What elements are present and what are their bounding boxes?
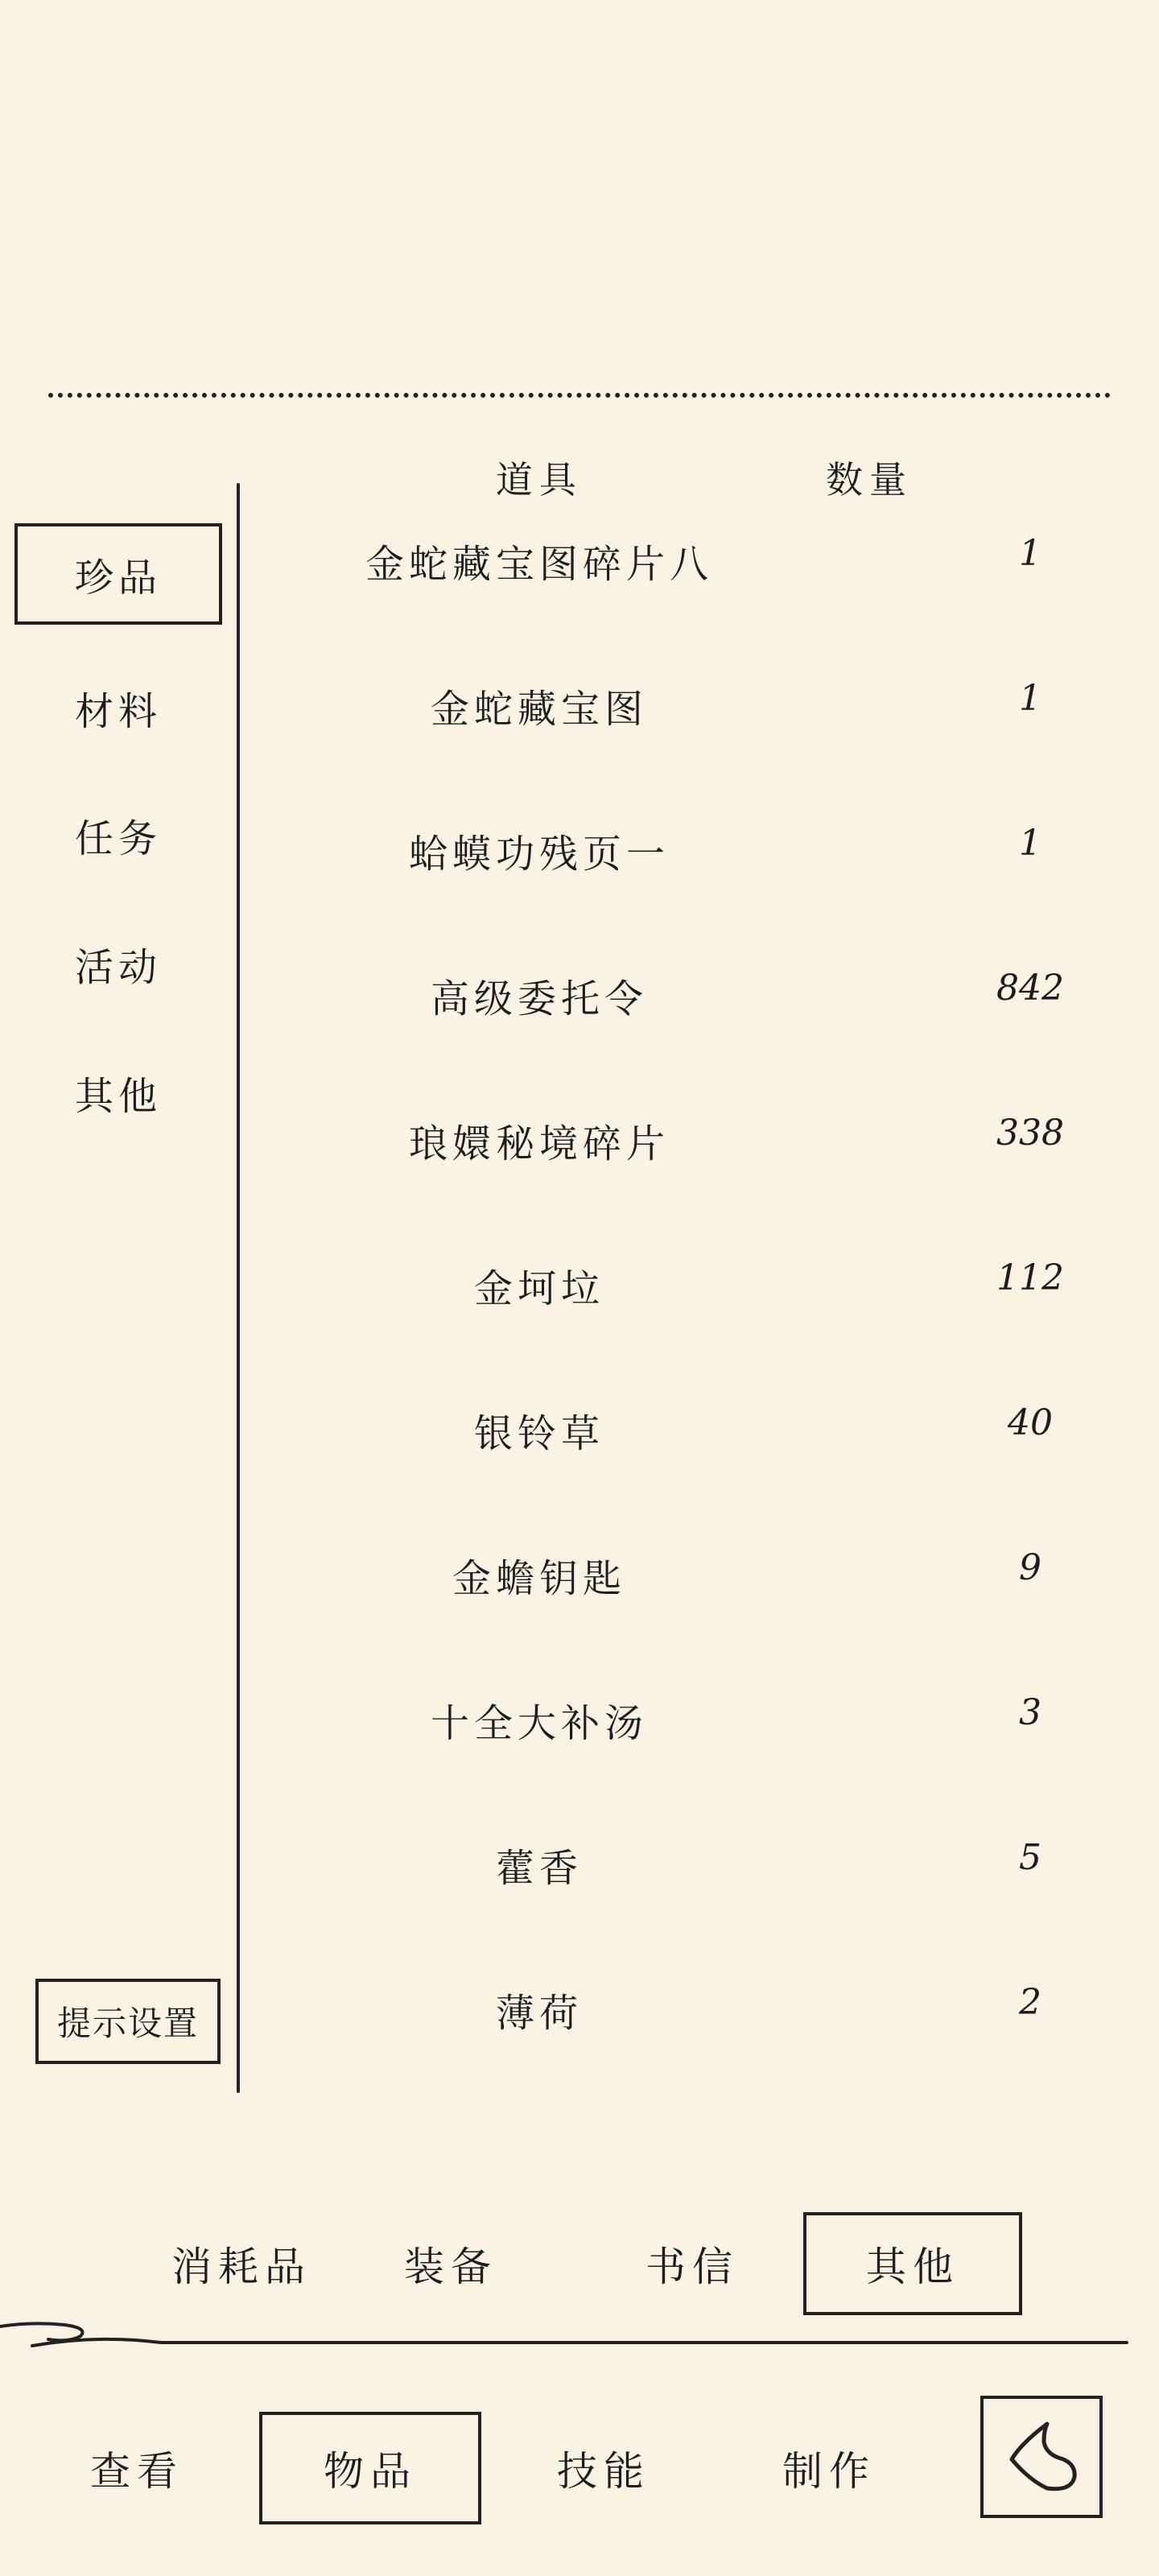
item-quantity: 842 (996, 968, 1064, 1009)
subtab-label: 消耗品 (171, 2244, 311, 2290)
item-list[interactable] (241, 515, 1159, 2036)
subtab-consumables[interactable] (145, 2212, 338, 2315)
item-quantity: 3 (1019, 1692, 1041, 1733)
item-name: 银铃草 (473, 1411, 604, 1456)
item-name: 高级委托令 (430, 976, 648, 1022)
subtab-label: 其他 (866, 2244, 959, 2290)
category-quest[interactable] (14, 784, 222, 886)
category-label: 其他 (74, 1073, 162, 1119)
nav-label: 技能 (557, 2448, 650, 2495)
table-row[interactable] (241, 515, 1159, 660)
item-quantity: 40 (1008, 1402, 1053, 1443)
back-arrow-icon (997, 2413, 1086, 2501)
item-name: 藿香 (495, 1846, 583, 1891)
table-row[interactable] (241, 1674, 1159, 1819)
table-row[interactable] (241, 1385, 1159, 1530)
category-label: 材料 (74, 688, 162, 734)
item-quantity: 9 (1019, 1547, 1041, 1588)
nav-crafting[interactable] (740, 2412, 918, 2524)
category-label: 任务 (74, 815, 162, 861)
hint-settings-label: 提示设置 (56, 2004, 199, 2043)
category-treasure[interactable] (14, 523, 222, 625)
nav-view[interactable] (48, 2412, 225, 2524)
item-quantity: 2 (1019, 1982, 1041, 2023)
subtab-label: 书信 (645, 2244, 739, 2290)
table-row[interactable] (241, 1095, 1159, 1240)
item-name: 金蛇藏宝图碎片八 (365, 542, 713, 587)
item-name: 薄荷 (495, 1991, 583, 2036)
item-name: 金蟾钥匙 (452, 1556, 626, 1601)
item-quantity: 1 (1019, 823, 1041, 864)
table-row[interactable] (241, 950, 1159, 1095)
column-header-quantity: 数量 (826, 458, 913, 502)
nav-label: 物品 (324, 2448, 417, 2495)
item-quantity: 338 (996, 1113, 1064, 1154)
subtab-letters[interactable] (612, 2212, 773, 2315)
table-row[interactable] (241, 1819, 1159, 1964)
category-materials[interactable] (14, 657, 222, 758)
category-label: 珍品 (74, 555, 162, 601)
nav-label: 制作 (782, 2448, 876, 2495)
dotted-separator (48, 393, 1111, 398)
table-row[interactable] (241, 660, 1159, 805)
item-quantity: 1 (1019, 678, 1041, 719)
nav-items[interactable] (259, 2412, 481, 2524)
category-label: 活动 (74, 944, 162, 990)
column-header-item: 道具 (496, 458, 583, 502)
subtab-other[interactable] (803, 2212, 1022, 2315)
table-row[interactable] (241, 805, 1159, 950)
table-row[interactable] (241, 1964, 1159, 2109)
item-name: 金坷垃 (473, 1266, 604, 1311)
subtab-label: 装备 (404, 2244, 497, 2290)
item-name: 琅嬛秘境碎片 (408, 1121, 670, 1166)
item-name: 金蛇藏宝图 (430, 687, 648, 732)
category-other[interactable] (14, 1042, 222, 1143)
hint-settings-button[interactable] (35, 1979, 221, 2064)
item-quantity: 112 (996, 1257, 1064, 1298)
nav-label: 查看 (90, 2448, 184, 2495)
item-name: 蛤蟆功残页一 (408, 832, 670, 877)
item-name: 十全大补汤 (430, 1701, 648, 1746)
back-button[interactable] (980, 2396, 1103, 2518)
item-quantity: 5 (1019, 1837, 1041, 1878)
item-quantity: 1 (1019, 533, 1041, 574)
table-row[interactable] (241, 1240, 1159, 1385)
category-event[interactable] (14, 913, 222, 1014)
vertical-divider (237, 483, 240, 2093)
brush-stroke-divider (0, 2318, 1159, 2367)
subtab-equipment[interactable] (370, 2212, 531, 2315)
nav-skills[interactable] (515, 2412, 692, 2524)
table-row[interactable] (241, 1530, 1159, 1674)
